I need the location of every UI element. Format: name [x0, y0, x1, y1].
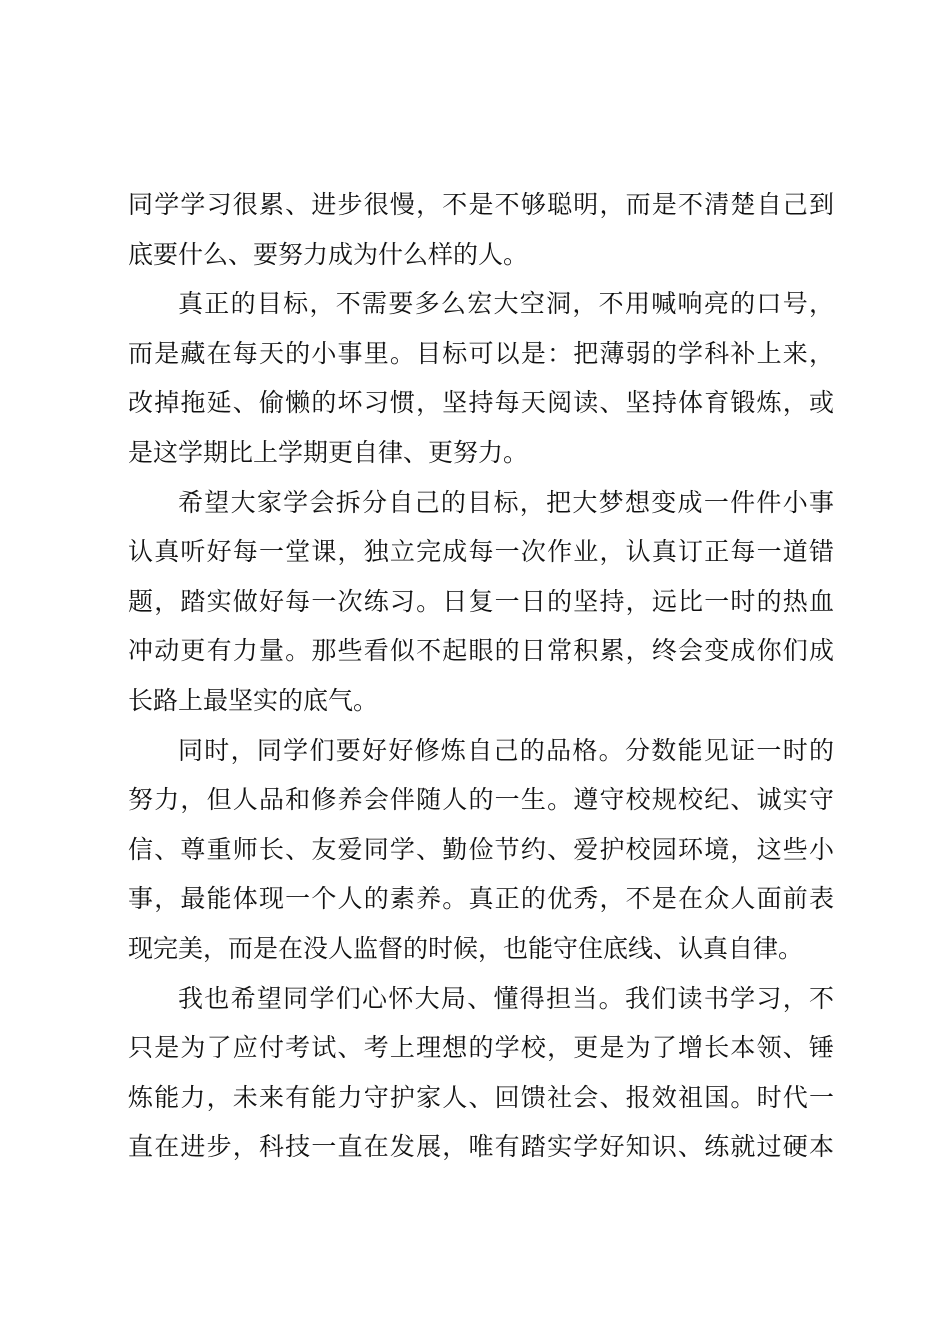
- document-body-text: [128, 180, 834, 1172]
- text-line: 事，最能体现一个人的素养。真正的优秀，不是在众人面前表: [128, 884, 834, 914]
- text-line: 底要什么、要努力成为什么样的人。: [128, 239, 529, 269]
- text-line: 只是为了应付考试、考上理想的学校，更是为了增长本领、锤: [128, 1033, 834, 1063]
- text-line: 信、尊重师长、友爱同学、勤俭节约、爱护校园环境，这些小: [128, 834, 834, 864]
- text-line: 真正的目标，不需要多么宏大空洞，不用喊响亮的口号，: [178, 289, 834, 319]
- text-line: 同学学习很累、进步很慢，不是不够聪明，而是不清楚自己到: [128, 190, 834, 219]
- text-line: 题，踏实做好每一次练习。日复一日的坚持，远比一时的热血: [128, 586, 834, 616]
- text-line: 是这学期比上学期更自律、更努力。: [128, 437, 529, 467]
- text-line: 冲动更有力量。那些看似不起眼的日常积累，终会变成你们成: [128, 636, 834, 666]
- text-line: 我也希望同学们心怀大局、懂得担当。我们读书学习，不: [178, 983, 834, 1013]
- text-line: 直在进步，科技一直在发展，唯有踏实学好知识、练就过硬本: [128, 1132, 834, 1162]
- text-line: 希望大家学会拆分自己的目标，把大梦想变成一件件小事: [178, 487, 834, 517]
- text-line: 现完美，而是在没人监督的时候，也能守住底线、认真自律。: [128, 933, 804, 963]
- text-line: 认真听好每一堂课，独立完成每一次作业，认真订正每一道错: [128, 537, 834, 567]
- text-line: 改掉拖延、偷懒的坏习惯，坚持每天阅读、坚持体育锻炼，或: [128, 388, 834, 418]
- text-line: 努力，但人品和修养会伴随人的一生。遵守校规校纪、诚实守: [128, 785, 834, 815]
- text-line: 同时，同学们要好好修炼自己的品格。分数能见证一时的: [178, 735, 834, 765]
- text-line: 长路上最坚实的底气。: [128, 685, 379, 715]
- text-line: 而是藏在每天的小事里。目标可以是：把薄弱的学科补上来，: [128, 338, 834, 368]
- text-line: 炼能力，未来有能力守护家人、回馈社会、报效祖国。时代一: [128, 1082, 834, 1112]
